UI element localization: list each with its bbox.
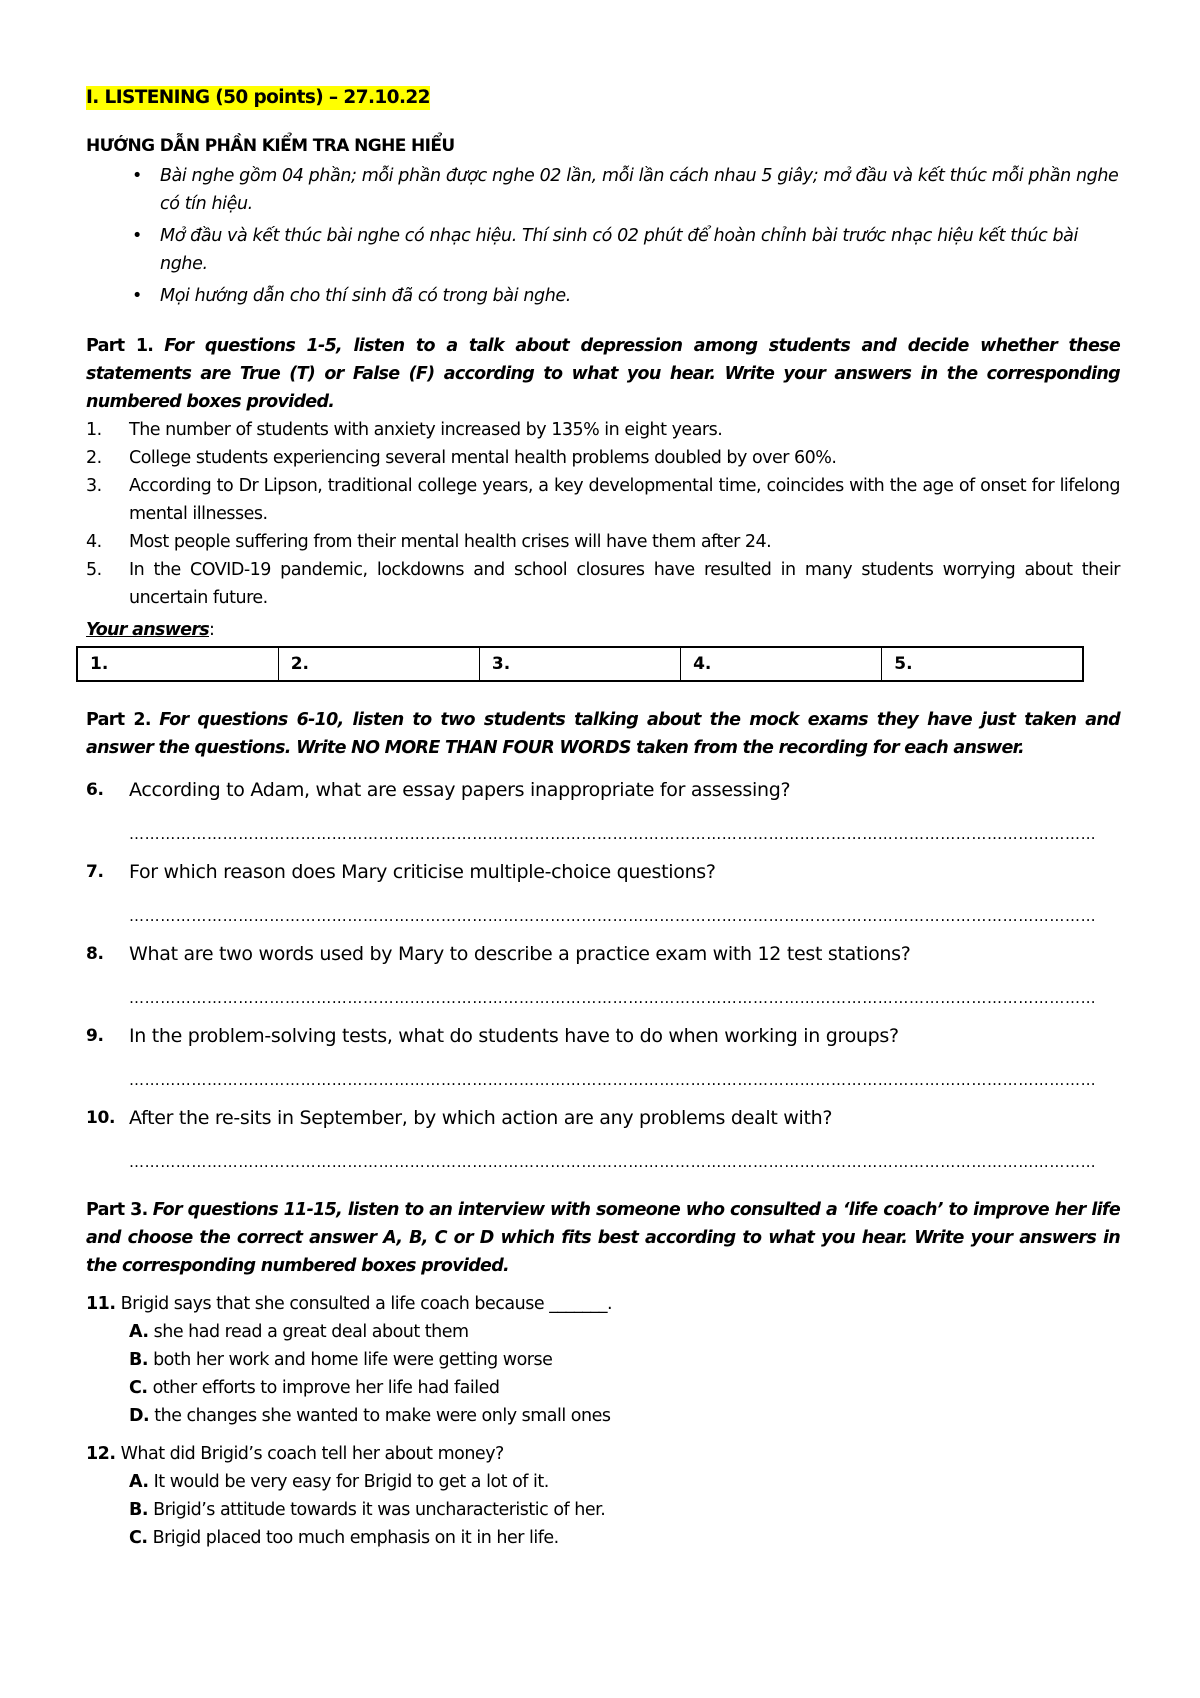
part2-heading — [86, 706, 1120, 762]
bullet-icon: • — [132, 226, 142, 246]
mcq-option[interactable]: C. Brigid placed too much emphasis on it in her life. — [129, 1528, 559, 1548]
guide-heading: HƯỚNG DẪN PHẦN KIỂM TRA NGHE HIỂU — [86, 136, 455, 156]
answer-box[interactable]: 5. — [882, 647, 1083, 681]
answer-line[interactable]: …………………………………………………………………………………………………………………………………………………………………… — [129, 907, 1097, 925]
answer-line[interactable]: …………………………………………………………………………………………………………………………………………………………………… — [129, 1071, 1097, 1089]
question-item: 8. What are two words used by Mary to describe a practice exam with 12 test stations? — [86, 943, 911, 965]
part3-label: Part 3. — [86, 1200, 148, 1220]
answer-line[interactable]: …………………………………………………………………………………………………………………………………………………………………… — [129, 989, 1097, 1007]
part1-heading — [86, 332, 1120, 416]
statement-item: 1. The number of students with anxiety increased by 135% in eight years. — [86, 420, 723, 440]
answer-box-table — [76, 646, 1084, 682]
part1-instruction: For questions 1-5, listen to a talk about depression among students and decide whether these statements are True (T) or False (F) according to what you hear. Write your answers in the corresponding numbered boxes provided. — [86, 336, 1120, 412]
answer-box[interactable]: 3. — [479, 647, 680, 681]
question-item: 9. In the problem-solving tests, what do students have to do when working in groups? — [86, 1025, 899, 1047]
guide-item: • Bài nghe gồm 04 phần; mỗi phần được nghe 02 lần, mỗi lần cách nhau 5 giây; mở đầu và kết thúc mỗi phần nghe có tín hiệu. — [86, 162, 1120, 218]
question-item: 6. According to Adam, what are essay papers inappropriate for assessing? — [86, 779, 791, 801]
guide-item: • Mọi hướng dẫn cho thí sinh đã có trong bài nghe. — [86, 282, 1120, 310]
mcq-option[interactable]: C. other efforts to improve her life had failed — [129, 1378, 500, 1398]
mcq-option[interactable]: A. she had read a great deal about them — [129, 1322, 469, 1342]
mcq-option[interactable]: A. It would be very easy for Brigid to get a lot of it. — [129, 1472, 549, 1492]
part3-heading — [86, 1196, 1120, 1280]
answer-box[interactable]: 1. — [77, 647, 278, 681]
guide-item: • Mở đầu và kết thúc bài nghe có nhạc hiệu. Thí sinh có 02 phút để hoàn chỉnh bài trước nhạc hiệu kết thúc bài nghe. — [86, 222, 1120, 278]
question-item: 10. After the re-sits in September, by which action are any problems dealt with? — [86, 1107, 833, 1129]
statement-item: 4. Most people suffering from their mental health crises will have them after 24. — [86, 532, 772, 552]
bullet-icon: • — [132, 166, 142, 186]
guide-list — [86, 162, 1120, 310]
answer-line[interactable]: …………………………………………………………………………………………………………………………………………………………………… — [129, 1153, 1097, 1171]
part1-statements — [86, 416, 1120, 612]
part3-instruction: For questions 11-15, listen to an interview with someone who consulted a ‘life coach’ to improve her life and choose the correct answer A, B, C or D which fits best according to what you hear. Write your answers in the corresponding numbered boxes provided. — [86, 1200, 1121, 1276]
statement-item: 5. In the COVID-19 pandemic, lockdowns and school closures have resulted in many students worrying about their uncertain future. — [86, 560, 1120, 608]
part1-label: Part 1. — [86, 336, 154, 356]
bullet-icon: • — [132, 286, 142, 306]
statement-item: 3. According to Dr Lipson, traditional college years, a key developmental time, coincides with the age of onset for lifelong mental illnesses. — [86, 476, 1120, 524]
question-item: 7. For which reason does Mary criticise multiple-choice questions? — [86, 861, 716, 883]
mcq-option[interactable]: B. both her work and home life were getting worse — [129, 1350, 553, 1370]
answer-box[interactable]: 4. — [681, 647, 882, 681]
answers-label: Your answers: — [86, 620, 215, 640]
part2-instruction: For questions 6-10, listen to two students talking about the mock exams they have just taken and answer the questions. Write NO MORE THAN FOUR WORDS taken from the recording for each answer. — [86, 710, 1120, 758]
statement-item: 2. College students experiencing several mental health problems doubled by over 60%. — [86, 448, 837, 468]
answer-box[interactable]: 2. — [278, 647, 479, 681]
mcq-option[interactable]: B. Brigid’s attitude towards it was uncharacteristic of her. — [129, 1500, 606, 1520]
section-title: I. LISTENING (50 points) – 27.10.22 — [86, 87, 430, 108]
part2-label: Part 2. — [86, 710, 151, 730]
mcq-option[interactable]: D. the changes she wanted to make were only small ones — [129, 1406, 611, 1426]
mcq-question: 11. Brigid says that she consulted a life coach because _______. A. she had read a great deal about them B. both her work and home life were getting worse C. other efforts to improve her life had failed D. the changes she wanted to make were only small ones — [86, 1290, 1120, 1430]
mcq-question: 12. What did Brigid’s coach tell her about money? A. It would be very easy for Brigid to get a lot of it. B. Brigid’s attitude towards it was uncharacteristic of her. C. Brigid placed too much emphasis on it in her life. — [86, 1440, 1120, 1552]
answer-line[interactable]: …………………………………………………………………………………………………………………………………………………………………… — [129, 825, 1097, 843]
